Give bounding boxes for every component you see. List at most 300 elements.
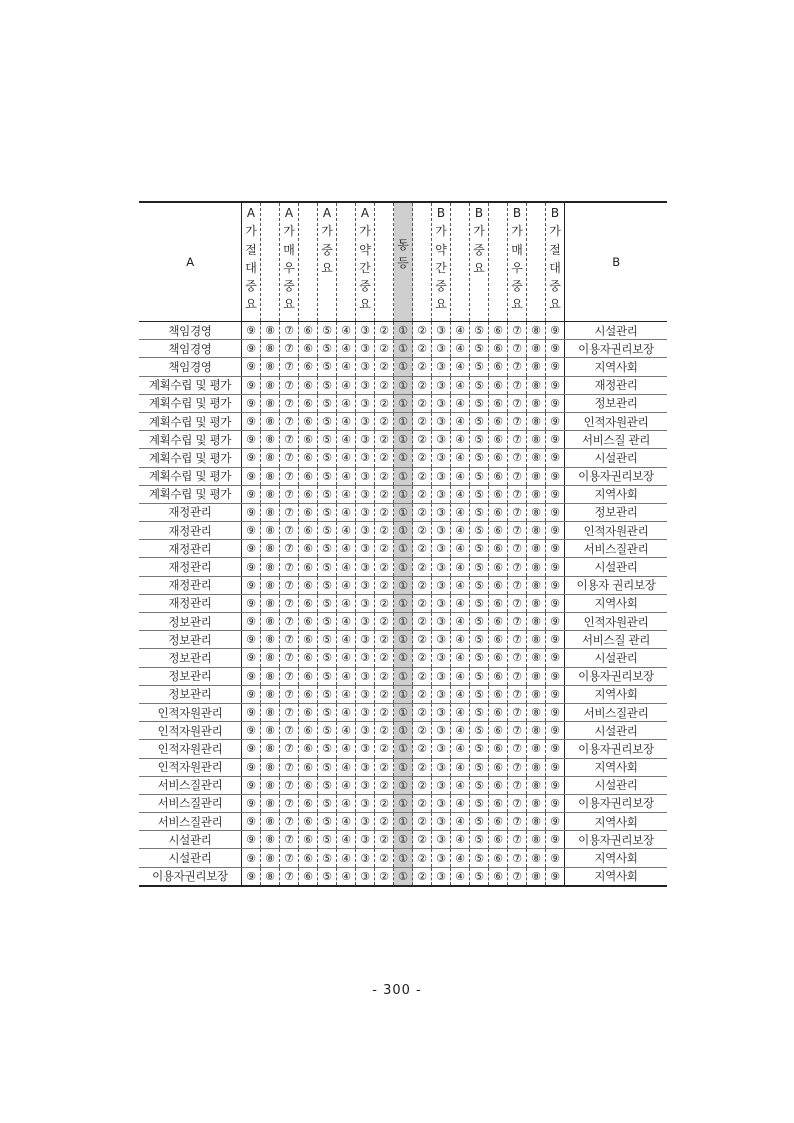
rating-cell[interactable]: [318, 667, 337, 685]
rating-cell[interactable]: [508, 740, 527, 758]
rating-option[interactable]: ⑥: [493, 633, 503, 647]
rating-option[interactable]: ⑧: [531, 651, 541, 665]
rating-cell[interactable]: [261, 613, 280, 631]
rating-option[interactable]: ③: [436, 324, 446, 338]
rating-option[interactable]: ⑦: [284, 378, 294, 392]
rating-option[interactable]: ⑦: [284, 869, 294, 883]
rating-option[interactable]: ③: [360, 596, 370, 610]
rating-cell[interactable]: [546, 503, 565, 521]
rating-cell[interactable]: [527, 467, 546, 485]
rating-option[interactable]: ②: [379, 578, 389, 592]
rating-cell[interactable]: [413, 703, 432, 721]
rating-option[interactable]: ⑤: [474, 342, 484, 356]
rating-cell[interactable]: [318, 613, 337, 631]
rating-cell[interactable]: [280, 394, 299, 412]
rating-option[interactable]: ③: [360, 669, 370, 683]
rating-option[interactable]: ⑦: [284, 633, 294, 647]
rating-cell[interactable]: [413, 431, 432, 449]
rating-cell[interactable]: [470, 849, 489, 867]
rating-cell[interactable]: [299, 631, 318, 649]
rating-cell[interactable]: [280, 540, 299, 558]
rating-option[interactable]: ⑧: [531, 851, 541, 865]
rating-cell[interactable]: [375, 467, 394, 485]
rating-option[interactable]: ⑧: [531, 415, 541, 429]
rating-option[interactable]: ①: [398, 851, 408, 865]
rating-option[interactable]: ①: [398, 706, 408, 720]
rating-cell[interactable]: [280, 467, 299, 485]
rating-cell[interactable]: [413, 449, 432, 467]
rating-cell[interactable]: [375, 358, 394, 376]
rating-cell[interactable]: [261, 649, 280, 667]
rating-option[interactable]: ④: [455, 378, 465, 392]
rating-cell[interactable]: [546, 740, 565, 758]
rating-cell[interactable]: [299, 667, 318, 685]
rating-option[interactable]: ⑧: [531, 833, 541, 847]
rating-cell[interactable]: [242, 449, 261, 467]
rating-cell[interactable]: [470, 594, 489, 612]
rating-option[interactable]: ④: [341, 469, 351, 483]
rating-option[interactable]: ⑤: [322, 615, 332, 629]
rating-option[interactable]: ④: [341, 869, 351, 883]
rating-cell[interactable]: [356, 594, 375, 612]
rating-cell[interactable]: [470, 703, 489, 721]
rating-option[interactable]: ⑤: [322, 706, 332, 720]
rating-cell[interactable]: [299, 358, 318, 376]
rating-option[interactable]: ①: [398, 742, 408, 756]
rating-cell[interactable]: [356, 758, 375, 776]
rating-option[interactable]: ④: [341, 706, 351, 720]
rating-option[interactable]: ④: [341, 505, 351, 519]
rating-cell[interactable]: [280, 594, 299, 612]
rating-cell[interactable]: [337, 340, 356, 358]
rating-cell[interactable]: [489, 412, 508, 430]
rating-option[interactable]: ⑦: [512, 542, 522, 556]
rating-option[interactable]: ③: [360, 487, 370, 501]
rating-cell[interactable]: [508, 849, 527, 867]
rating-option[interactable]: ③: [436, 487, 446, 501]
rating-cell[interactable]: [318, 467, 337, 485]
rating-option[interactable]: ④: [341, 360, 351, 374]
rating-option[interactable]: ①: [398, 342, 408, 356]
rating-option[interactable]: ⑤: [322, 851, 332, 865]
rating-option[interactable]: ⑦: [512, 760, 522, 774]
rating-cell[interactable]: [299, 776, 318, 794]
rating-option[interactable]: ⑦: [512, 724, 522, 738]
rating-cell[interactable]: [280, 412, 299, 430]
rating-option[interactable]: ②: [379, 415, 389, 429]
rating-option[interactable]: ③: [360, 524, 370, 538]
rating-cell[interactable]: [527, 394, 546, 412]
rating-option[interactable]: ③: [360, 378, 370, 392]
rating-cell[interactable]: [375, 558, 394, 576]
rating-option[interactable]: ②: [417, 542, 427, 556]
rating-cell[interactable]: [489, 776, 508, 794]
rating-cell[interactable]: [375, 758, 394, 776]
rating-cell[interactable]: [261, 867, 280, 886]
rating-cell[interactable]: [508, 558, 527, 576]
rating-option[interactable]: ④: [341, 687, 351, 701]
rating-option[interactable]: ②: [379, 633, 389, 647]
rating-option[interactable]: ③: [436, 378, 446, 392]
rating-option[interactable]: ⑤: [474, 324, 484, 338]
rating-option[interactable]: ⑤: [474, 706, 484, 720]
rating-option[interactable]: ①: [398, 651, 408, 665]
rating-option[interactable]: ③: [436, 542, 446, 556]
rating-option[interactable]: ⑥: [493, 378, 503, 392]
rating-cell[interactable]: [242, 358, 261, 376]
rating-cell[interactable]: [527, 576, 546, 594]
rating-option[interactable]: ⑥: [493, 669, 503, 683]
rating-option[interactable]: ⑨: [246, 669, 256, 683]
rating-option[interactable]: ⑨: [246, 396, 256, 410]
rating-option[interactable]: ⑦: [512, 360, 522, 374]
rating-option[interactable]: ⑧: [265, 615, 275, 629]
rating-cell[interactable]: [261, 394, 280, 412]
rating-option[interactable]: ⑥: [493, 433, 503, 447]
rating-option[interactable]: ⑦: [284, 669, 294, 683]
rating-option[interactable]: ④: [455, 596, 465, 610]
rating-option[interactable]: ⑤: [474, 469, 484, 483]
rating-option[interactable]: ⑥: [493, 687, 503, 701]
rating-cell[interactable]: [394, 631, 413, 649]
rating-option[interactable]: ⑦: [512, 487, 522, 501]
rating-cell[interactable]: [242, 412, 261, 430]
rating-option[interactable]: ⑥: [493, 415, 503, 429]
rating-cell[interactable]: [451, 776, 470, 794]
rating-cell[interactable]: [280, 558, 299, 576]
rating-option[interactable]: ③: [436, 615, 446, 629]
rating-option[interactable]: ⑤: [322, 669, 332, 683]
rating-option[interactable]: ①: [398, 451, 408, 465]
rating-option[interactable]: ④: [455, 505, 465, 519]
rating-cell[interactable]: [356, 722, 375, 740]
rating-cell[interactable]: [527, 667, 546, 685]
rating-option[interactable]: ⑦: [284, 851, 294, 865]
rating-option[interactable]: ⑥: [493, 342, 503, 356]
rating-option[interactable]: ⑧: [531, 760, 541, 774]
rating-cell[interactable]: [261, 485, 280, 503]
rating-cell[interactable]: [280, 431, 299, 449]
rating-cell[interactable]: [299, 449, 318, 467]
rating-cell[interactable]: [527, 540, 546, 558]
rating-option[interactable]: ⑨: [246, 487, 256, 501]
rating-option[interactable]: ③: [436, 578, 446, 592]
rating-option[interactable]: ⑦: [284, 742, 294, 756]
rating-cell[interactable]: [261, 685, 280, 703]
rating-option[interactable]: ⑦: [512, 324, 522, 338]
rating-option[interactable]: ⑨: [246, 433, 256, 447]
rating-cell[interactable]: [337, 522, 356, 540]
rating-option[interactable]: ③: [360, 578, 370, 592]
rating-cell[interactable]: [470, 649, 489, 667]
rating-option[interactable]: ③: [436, 433, 446, 447]
rating-option[interactable]: ⑥: [493, 742, 503, 756]
rating-option[interactable]: ④: [455, 433, 465, 447]
rating-cell[interactable]: [489, 322, 508, 340]
rating-option[interactable]: ⑧: [531, 578, 541, 592]
rating-cell[interactable]: [375, 576, 394, 594]
rating-option[interactable]: ③: [360, 433, 370, 447]
rating-cell[interactable]: [299, 558, 318, 576]
rating-cell[interactable]: [375, 776, 394, 794]
rating-option[interactable]: ⑧: [531, 433, 541, 447]
rating-cell[interactable]: [299, 740, 318, 758]
rating-option[interactable]: ③: [360, 451, 370, 465]
rating-option[interactable]: ②: [379, 851, 389, 865]
rating-option[interactable]: ⑦: [284, 778, 294, 792]
rating-cell[interactable]: [451, 722, 470, 740]
rating-cell[interactable]: [242, 703, 261, 721]
rating-cell[interactable]: [318, 503, 337, 521]
rating-cell[interactable]: [489, 867, 508, 886]
rating-cell[interactable]: [489, 594, 508, 612]
rating-option[interactable]: ①: [398, 869, 408, 883]
rating-cell[interactable]: [546, 540, 565, 558]
rating-cell[interactable]: [470, 667, 489, 685]
rating-option[interactable]: ⑧: [265, 833, 275, 847]
rating-option[interactable]: ⑧: [265, 360, 275, 374]
rating-cell[interactable]: [451, 558, 470, 576]
rating-option[interactable]: ⑥: [303, 869, 313, 883]
rating-cell[interactable]: [546, 813, 565, 831]
rating-cell[interactable]: [299, 594, 318, 612]
rating-cell[interactable]: [489, 667, 508, 685]
rating-cell[interactable]: [375, 503, 394, 521]
rating-cell[interactable]: [337, 776, 356, 794]
rating-cell[interactable]: [375, 722, 394, 740]
rating-option[interactable]: ②: [417, 487, 427, 501]
rating-cell[interactable]: [261, 813, 280, 831]
rating-option[interactable]: ⑥: [303, 687, 313, 701]
rating-option[interactable]: ⑧: [265, 742, 275, 756]
rating-option[interactable]: ⑤: [322, 451, 332, 465]
rating-cell[interactable]: [546, 412, 565, 430]
rating-cell[interactable]: [451, 412, 470, 430]
rating-cell[interactable]: [470, 794, 489, 812]
rating-option[interactable]: ⑧: [265, 378, 275, 392]
rating-option[interactable]: ⑨: [246, 796, 256, 810]
rating-cell[interactable]: [337, 722, 356, 740]
rating-option[interactable]: ④: [341, 378, 351, 392]
rating-cell[interactable]: [413, 394, 432, 412]
rating-cell[interactable]: [242, 540, 261, 558]
rating-cell[interactable]: [451, 831, 470, 849]
rating-option[interactable]: ⑨: [550, 396, 560, 410]
rating-cell[interactable]: [489, 522, 508, 540]
rating-option[interactable]: ④: [455, 487, 465, 501]
rating-option[interactable]: ④: [455, 342, 465, 356]
rating-option[interactable]: ⑥: [303, 505, 313, 519]
rating-option[interactable]: ⑨: [246, 505, 256, 519]
rating-option[interactable]: ④: [455, 869, 465, 883]
rating-cell[interactable]: [337, 849, 356, 867]
rating-cell[interactable]: [489, 376, 508, 394]
rating-cell[interactable]: [375, 340, 394, 358]
rating-option[interactable]: ⑥: [493, 578, 503, 592]
rating-cell[interactable]: [546, 394, 565, 412]
rating-cell[interactable]: [394, 703, 413, 721]
rating-cell[interactable]: [261, 558, 280, 576]
rating-option[interactable]: ⑧: [531, 633, 541, 647]
rating-option[interactable]: ⑦: [284, 524, 294, 538]
rating-option[interactable]: ④: [455, 833, 465, 847]
rating-cell[interactable]: [375, 685, 394, 703]
rating-option[interactable]: ⑦: [512, 796, 522, 810]
rating-option[interactable]: ④: [455, 778, 465, 792]
rating-cell[interactable]: [394, 867, 413, 886]
rating-cell[interactable]: [356, 631, 375, 649]
rating-option[interactable]: ⑤: [322, 378, 332, 392]
rating-cell[interactable]: [432, 467, 451, 485]
rating-option[interactable]: ④: [455, 360, 465, 374]
rating-option[interactable]: ①: [398, 433, 408, 447]
rating-cell[interactable]: [261, 449, 280, 467]
rating-option[interactable]: ⑤: [322, 415, 332, 429]
rating-cell[interactable]: [242, 503, 261, 521]
rating-cell[interactable]: [318, 649, 337, 667]
rating-option[interactable]: ⑥: [303, 669, 313, 683]
rating-cell[interactable]: [394, 394, 413, 412]
rating-option[interactable]: ②: [417, 851, 427, 865]
rating-option[interactable]: ⑤: [322, 396, 332, 410]
rating-option[interactable]: ⑤: [322, 724, 332, 738]
rating-cell[interactable]: [318, 867, 337, 886]
rating-option[interactable]: ⑨: [550, 451, 560, 465]
rating-cell[interactable]: [261, 667, 280, 685]
rating-option[interactable]: ④: [341, 596, 351, 610]
rating-cell[interactable]: [451, 667, 470, 685]
rating-cell[interactable]: [489, 722, 508, 740]
rating-option[interactable]: ⑨: [550, 778, 560, 792]
rating-option[interactable]: ⑥: [493, 760, 503, 774]
rating-cell[interactable]: [489, 813, 508, 831]
rating-option[interactable]: ⑥: [303, 596, 313, 610]
rating-option[interactable]: ⑨: [246, 451, 256, 465]
rating-cell[interactable]: [546, 558, 565, 576]
rating-cell[interactable]: [527, 703, 546, 721]
rating-cell[interactable]: [470, 467, 489, 485]
rating-cell[interactable]: [508, 576, 527, 594]
rating-option[interactable]: ⑨: [550, 633, 560, 647]
rating-option[interactable]: ⑧: [531, 778, 541, 792]
rating-cell[interactable]: [280, 522, 299, 540]
rating-option[interactable]: ③: [436, 651, 446, 665]
rating-option[interactable]: ⑦: [284, 615, 294, 629]
rating-option[interactable]: ②: [417, 833, 427, 847]
rating-cell[interactable]: [432, 649, 451, 667]
rating-cell[interactable]: [508, 322, 527, 340]
rating-option[interactable]: ②: [417, 469, 427, 483]
rating-option[interactable]: ⑨: [550, 706, 560, 720]
rating-option[interactable]: ⑦: [512, 833, 522, 847]
rating-cell[interactable]: [318, 576, 337, 594]
rating-cell[interactable]: [489, 485, 508, 503]
rating-option[interactable]: ⑦: [284, 433, 294, 447]
rating-cell[interactable]: [394, 322, 413, 340]
rating-cell[interactable]: [508, 503, 527, 521]
rating-cell[interactable]: [394, 431, 413, 449]
rating-cell[interactable]: [394, 340, 413, 358]
rating-cell[interactable]: [527, 376, 546, 394]
rating-option[interactable]: ⑥: [303, 396, 313, 410]
rating-cell[interactable]: [432, 667, 451, 685]
rating-option[interactable]: ②: [379, 724, 389, 738]
rating-cell[interactable]: [242, 867, 261, 886]
rating-option[interactable]: ⑤: [474, 487, 484, 501]
rating-option[interactable]: ⑨: [550, 324, 560, 338]
rating-option[interactable]: ①: [398, 724, 408, 738]
rating-option[interactable]: ③: [360, 651, 370, 665]
rating-option[interactable]: ③: [360, 706, 370, 720]
rating-cell[interactable]: [375, 613, 394, 631]
rating-cell[interactable]: [375, 540, 394, 558]
rating-option[interactable]: ⑧: [265, 487, 275, 501]
rating-option[interactable]: ⑥: [493, 487, 503, 501]
rating-option[interactable]: ⑧: [531, 542, 541, 556]
rating-cell[interactable]: [318, 631, 337, 649]
rating-cell[interactable]: [451, 758, 470, 776]
rating-option[interactable]: ③: [360, 851, 370, 865]
rating-option[interactable]: ⑤: [474, 651, 484, 665]
rating-option[interactable]: ⑧: [531, 596, 541, 610]
rating-cell[interactable]: [280, 849, 299, 867]
rating-option[interactable]: ⑦: [284, 542, 294, 556]
rating-option[interactable]: ③: [436, 451, 446, 465]
rating-cell[interactable]: [356, 358, 375, 376]
rating-option[interactable]: ④: [341, 778, 351, 792]
rating-cell[interactable]: [546, 722, 565, 740]
rating-option[interactable]: ⑦: [512, 851, 522, 865]
rating-option[interactable]: ④: [341, 669, 351, 683]
rating-option[interactable]: ⑥: [493, 724, 503, 738]
rating-cell[interactable]: [413, 849, 432, 867]
rating-option[interactable]: ①: [398, 669, 408, 683]
rating-option[interactable]: ⑨: [550, 742, 560, 756]
rating-option[interactable]: ③: [360, 778, 370, 792]
rating-cell[interactable]: [527, 813, 546, 831]
rating-option[interactable]: ⑦: [512, 633, 522, 647]
rating-option[interactable]: ②: [379, 687, 389, 701]
rating-cell[interactable]: [527, 631, 546, 649]
rating-cell[interactable]: [413, 722, 432, 740]
rating-cell[interactable]: [356, 649, 375, 667]
rating-cell[interactable]: [318, 794, 337, 812]
rating-option[interactable]: ⑦: [512, 651, 522, 665]
rating-option[interactable]: ④: [455, 578, 465, 592]
rating-option[interactable]: ⑥: [493, 360, 503, 374]
rating-cell[interactable]: [375, 394, 394, 412]
rating-option[interactable]: ⑥: [493, 542, 503, 556]
rating-option[interactable]: ⑧: [531, 615, 541, 629]
rating-option[interactable]: ⑧: [531, 524, 541, 538]
rating-cell[interactable]: [375, 412, 394, 430]
rating-option[interactable]: ⑤: [322, 542, 332, 556]
rating-option[interactable]: ③: [360, 742, 370, 756]
rating-cell[interactable]: [337, 485, 356, 503]
rating-cell[interactable]: [546, 867, 565, 886]
rating-cell[interactable]: [413, 412, 432, 430]
rating-option[interactable]: ⑦: [512, 596, 522, 610]
rating-cell[interactable]: [280, 758, 299, 776]
rating-cell[interactable]: [356, 576, 375, 594]
rating-option[interactable]: ④: [455, 524, 465, 538]
rating-option[interactable]: ②: [417, 706, 427, 720]
rating-option[interactable]: ⑥: [493, 451, 503, 465]
rating-cell[interactable]: [489, 703, 508, 721]
rating-cell[interactable]: [356, 613, 375, 631]
rating-cell[interactable]: [489, 631, 508, 649]
rating-option[interactable]: ②: [379, 651, 389, 665]
